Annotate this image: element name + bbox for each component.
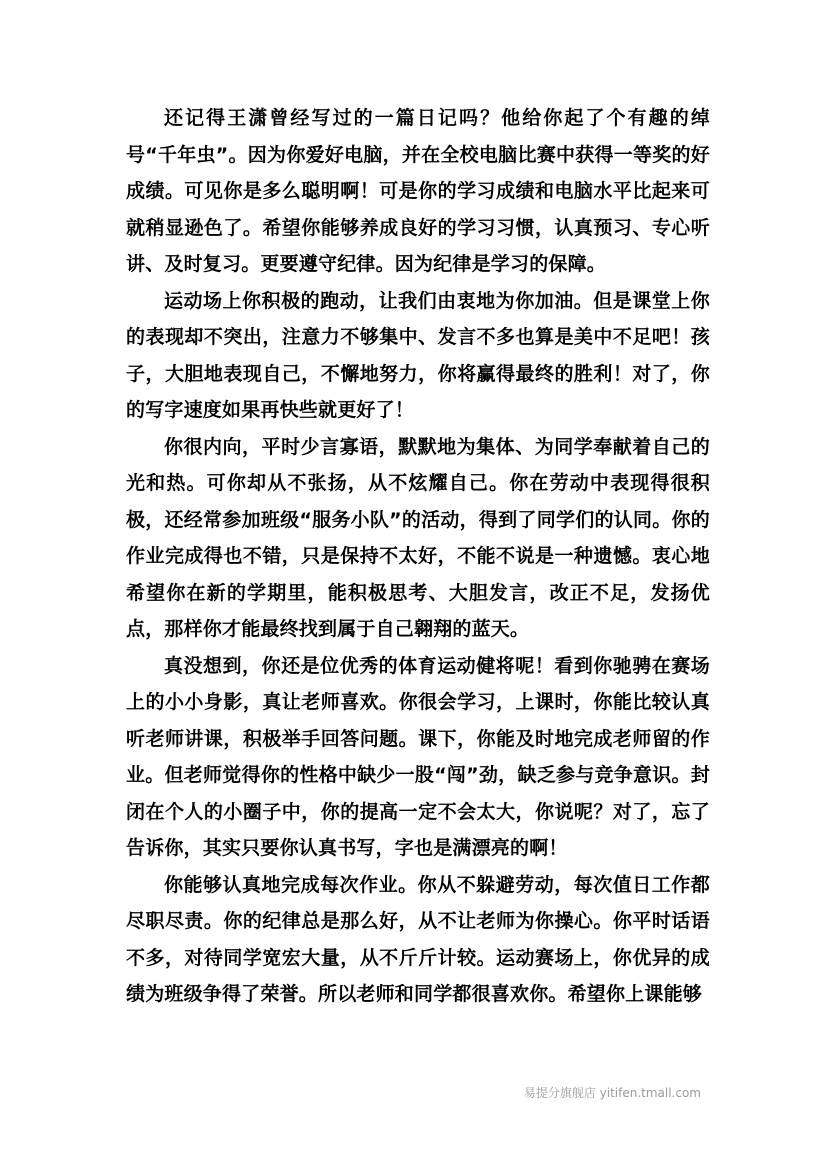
paragraph-1: 还记得王潇曾经写过的一篇日记吗？他给你起了个有趣的绰号“千年虫”。因为你爱好电脑，并在全校电脑比赛中获得一等奖的好成绩。可见你是多么聪明啊！可是你的学习成绩和电脑水平比起来可就稍显逊色了。希望你能够养成良好的学习习惯，认真预习、专心听讲、及时复习。更要遵守纪律。因为纪律是学习的保障。 <box>126 107 710 275</box>
paragraph-2: 运动场上你积极的跑动，让我们由衷地为你加油。但是课堂上你的表现却不突出，注意力不够集中、发言不多也算是美中不足吧！孩子，大胆地表现自己，不懈地努力，你将赢得最终的胜利！对了，你的写字速度如果再快些就更好了！ <box>126 289 710 421</box>
document-body <box>126 100 710 1013</box>
paragraph-4: 真没想到，你还是位优秀的体育运动健将呢！看到你驰骋在赛场上的小小身影，真让老师喜欢。你很会学习，上课时，你能比较认真听老师讲课，积极举手回答问题。课下，你能及时地完成老师留的作业。但老师觉得你的性格中缺少一股“闯”劲，缺乏参与竞争意识。封闭在个人的小圈子中，你的提高一定不会太大，你说呢？对了，忘了告诉你，其实只要你认真书写，字也是满漂亮的啊！ <box>126 654 710 859</box>
paragraph-3: 你很内向，平时少言寡语，默默地为集体、为同学奉献着自己的光和热。可你却从不张扬，从不炫耀自己。你在劳动中表现得很积极，还经常参加班级“服务小队”的活动，得到了同学们的认同。你的作业完成得也不错，只是保持不太好，不能不说是一种遗憾。衷心地希望你在新的学期里，能积极思考、大胆发言，改正不足，发扬优点，那样你才能最终找到属于自己翱翔的蓝天。 <box>126 435 710 640</box>
footer-watermark: 易提分旗舰店 yitifen.tmall.com <box>523 1086 701 1100</box>
paragraph-5: 你能够认真地完成每次作业。你从不躲避劳动，每次值日工作都尽职尽责。你的纪律总是那么好，从不让老师为你操心。你平时话语不多，对待同学宽宏大量，从不斤斤计较。运动赛场上，你优异的成绩为班级争得了荣誉。所以老师和同学都很喜欢你。希望你上课能够 <box>126 873 710 1005</box>
